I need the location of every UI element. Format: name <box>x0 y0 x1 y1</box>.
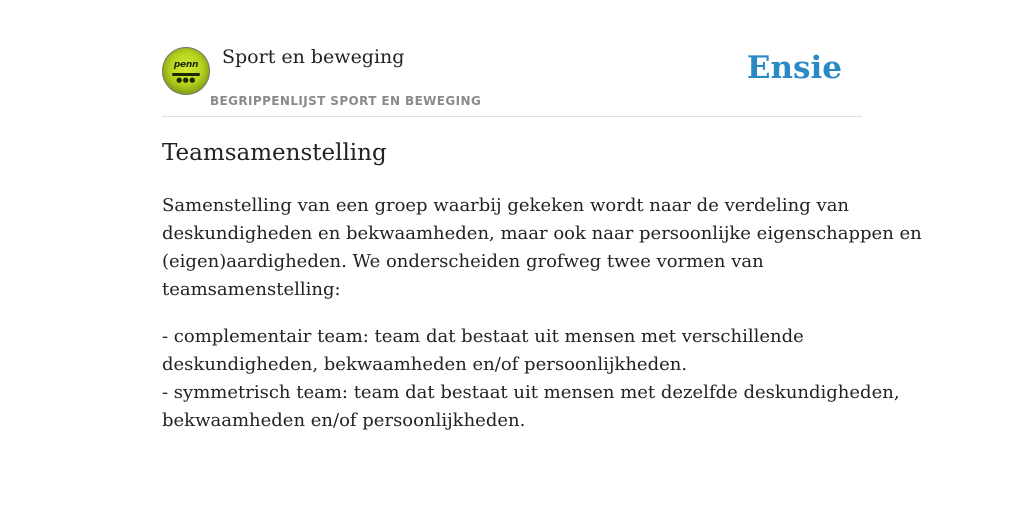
content-container <box>162 0 922 431</box>
paragraph-line: (eigen)aardigheden. We onderscheiden grofweg twee vormen van <box>162 251 764 272</box>
paragraph-line: - symmetrisch team: team dat bestaat uit mensen met dezelfde deskundigheden, <box>162 382 900 403</box>
avatar-logo-text: penn <box>173 60 199 70</box>
paragraph-line: - complementair team: team dat bestaat uit mensen met verschillende <box>162 326 804 347</box>
paragraph-line: deskundigheden en bekwaamheden, maar ook naar persoonlijke eigenschappen en <box>162 223 922 244</box>
site-subtitle: BEGRIPPENLIJST SPORT EN BEWEGING <box>210 94 482 108</box>
paragraph-line: deskundigheden, bekwaamheden en/of persoonlijkheden. <box>162 354 688 375</box>
paragraph-line: Samenstelling van een groep waarbij gekeken wordt naar de verdeling van <box>162 195 850 216</box>
definition-paragraph-1 <box>162 192 922 304</box>
brand-logo-link[interactable]: Ensie <box>746 50 842 86</box>
paragraph-line: bekwaamheden en/of persoonlijkheden. <box>162 410 526 431</box>
paragraph-line: teamsamenstelling: <box>162 279 341 300</box>
site-title-link[interactable]: Sport en beweging <box>222 46 405 68</box>
header <box>162 0 862 117</box>
tennis-ball-icon[interactable] <box>162 47 210 95</box>
avatar-dots: ●●● <box>176 76 196 84</box>
term-title: Teamsamenstelling <box>162 140 387 166</box>
definition-paragraph-2 <box>162 323 900 435</box>
